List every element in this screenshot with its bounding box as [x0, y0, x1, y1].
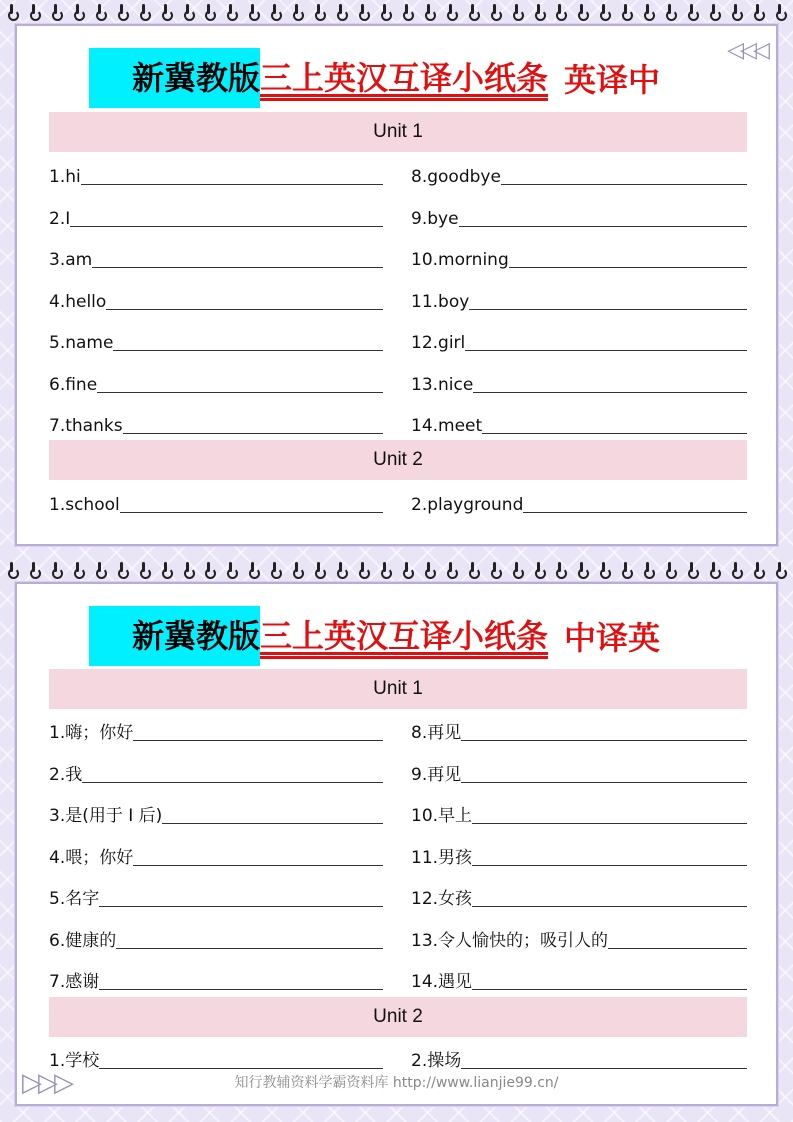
binding-ring-icon [447, 562, 456, 578]
answer-blank[interactable] [472, 988, 747, 990]
vocab-prompt: 6.fine [49, 374, 98, 395]
binding-ring-icon [403, 4, 412, 20]
binding-ring-icon [118, 562, 127, 578]
vocab-item [411, 407, 747, 437]
vocab-prompt: 1.嗨；你好 [49, 723, 134, 743]
binding-ring-icon [513, 562, 522, 578]
title-direction: 英译中 [564, 61, 661, 99]
footer-source: 知行教辅资料学霸资料库 http://www.lianjie99.cn/ [234, 1075, 559, 1091]
vocab-prompt: 13.令人愉快的；吸引人的 [411, 930, 609, 951]
binding-ring-icon [140, 562, 149, 578]
vocab-prompt: 5.名字 [49, 889, 100, 909]
vocab-item [411, 922, 747, 952]
binding-ring-icon [74, 562, 83, 578]
vocab-item [49, 241, 383, 271]
binding-ring-icon [754, 562, 763, 578]
vocab-prompt: 3.是(用于 I 后) [49, 806, 163, 826]
binding-ring-icon [162, 4, 171, 20]
binding-ring-icon [578, 4, 587, 20]
vocab-prompt: 14.遇见 [411, 972, 473, 992]
vocab-item [411, 880, 747, 910]
answer-blank[interactable] [473, 391, 747, 393]
unit-1-header: Unit 1 [49, 112, 747, 152]
unit-2-header: Unit 2 [49, 440, 747, 480]
answer-blank[interactable] [99, 988, 383, 990]
answer-blank[interactable] [133, 864, 383, 866]
binding-ring-icon [52, 562, 61, 578]
binding-ring-icon [710, 562, 719, 578]
item-row [49, 797, 747, 827]
vocab-prompt: 9.bye [411, 208, 459, 229]
answer-blank[interactable] [97, 391, 383, 393]
binding-ring-icon [688, 562, 697, 578]
vocab-item [411, 200, 747, 230]
binding-ring-icon [710, 4, 719, 20]
answer-blank[interactable] [70, 225, 383, 227]
item-row [49, 880, 747, 910]
binding-ring-icon [535, 562, 544, 578]
vocab-prompt: 11.男孩 [411, 847, 473, 868]
worksheet-title [89, 606, 660, 666]
binding-ring-icon [732, 4, 741, 20]
binding-ring-icon [227, 4, 236, 20]
binding-ring-icon [184, 562, 193, 578]
item-row [49, 714, 747, 744]
binding-ring-icon [469, 4, 478, 20]
unit-1-header: Unit 1 [49, 669, 747, 709]
vocab-prompt: 10.早上 [411, 806, 473, 826]
title-subject: 三上英汉互译小纸条 [260, 617, 549, 655]
answer-blank[interactable] [469, 308, 747, 310]
answer-blank[interactable] [461, 1067, 747, 1069]
vocab-prompt: 2.操场 [411, 1051, 462, 1071]
vocab-prompt: 12.女孩 [411, 889, 473, 909]
binding-ring-icon [666, 562, 675, 578]
binding-ring-icon [8, 562, 17, 578]
vocab-item [49, 839, 383, 869]
binding-ring-icon [644, 4, 653, 20]
vocab-prompt: 13.nice [411, 374, 474, 395]
answer-blank[interactable] [472, 905, 747, 907]
item-row [49, 283, 747, 313]
answer-blank[interactable] [81, 183, 383, 185]
binding-ring-icon [140, 4, 149, 20]
binding-ring-icon [359, 562, 368, 578]
binding-ring-icon [556, 562, 565, 578]
vocab-prompt: 4.喂；你好 [49, 847, 134, 868]
vocab-prompt: 9.再见 [411, 764, 462, 785]
binding-ring-icon [666, 4, 675, 20]
unit-2-header: Unit 2 [49, 997, 747, 1037]
binding-ring-icon [491, 562, 500, 578]
vocab-item [49, 880, 383, 910]
binding-ring-icon [600, 562, 609, 578]
binding-ring-icon [249, 4, 258, 20]
worksheet-title [89, 48, 660, 108]
worksheet-zh-to-en [15, 582, 778, 1106]
binding-ring-icon [249, 562, 258, 578]
answer-blank[interactable] [106, 308, 383, 310]
vocab-item [411, 366, 747, 396]
binding-ring-icon [118, 4, 127, 20]
answer-blank[interactable] [162, 822, 383, 824]
binding-ring-icon [52, 4, 61, 20]
item-row [49, 158, 747, 188]
vocab-item [411, 324, 747, 354]
answer-blank[interactable] [123, 432, 383, 434]
answer-blank[interactable] [509, 266, 747, 268]
vocab-item [49, 324, 383, 354]
binding-ring-icon [622, 4, 631, 20]
binding-ring-icon [205, 562, 214, 578]
item-row [49, 922, 747, 952]
title-edition: 新冀教版 [89, 48, 260, 108]
binding-ring-icon [337, 562, 346, 578]
vocab-item [411, 797, 747, 827]
binding-ring-icon [162, 562, 171, 578]
binding-ring-icon [732, 562, 741, 578]
vocab-item [49, 714, 383, 744]
answer-blank[interactable] [472, 864, 747, 866]
item-row [49, 366, 747, 396]
vocab-prompt: 8.再见 [411, 723, 462, 743]
vocab-item [49, 1042, 383, 1072]
vocab-prompt: 2.I [49, 208, 71, 229]
binding-ring-icon [776, 4, 785, 20]
binding-ring-icon [293, 4, 302, 20]
item-row [49, 963, 747, 993]
binding-ring-icon [600, 4, 609, 20]
vocab-item [49, 797, 383, 827]
binding-ring-icon [622, 562, 631, 578]
answer-blank[interactable] [120, 511, 383, 513]
vocab-item [49, 963, 383, 993]
binding-ring-icon [381, 4, 390, 20]
binding-ring-icon [776, 562, 785, 578]
vocab-prompt: 8.goodbye [411, 167, 501, 187]
item-row [49, 486, 747, 516]
binding-ring-icon [184, 4, 193, 20]
item-row [49, 324, 747, 354]
vocab-item [411, 714, 747, 744]
worksheet-en-to-zh [15, 24, 778, 546]
binding-ring-icon [754, 4, 763, 20]
answer-blank[interactable] [501, 183, 747, 185]
item-row [49, 839, 747, 869]
vocab-item [411, 963, 747, 993]
vocab-item [49, 407, 383, 437]
binding-ring-icon [96, 4, 105, 20]
vocab-item [49, 283, 383, 313]
vocab-prompt: 1.学校 [49, 1051, 100, 1071]
binding-ring-icon [96, 562, 105, 578]
vocab-item [49, 158, 383, 188]
binding-ring-icon [578, 562, 587, 578]
answer-blank[interactable] [133, 739, 383, 741]
binding-ring-icon [556, 4, 565, 20]
binding-ring-icon [293, 562, 302, 578]
vocab-prompt: 2.我 [49, 764, 83, 785]
vocab-prompt: 1.hi [49, 167, 81, 187]
left-triple-arrow-icon: ◁◁◁ [727, 38, 766, 63]
vocab-prompt: 3.am [49, 250, 93, 270]
vocab-prompt: 7.thanks [49, 416, 123, 436]
vocab-prompt: 2.playground [411, 495, 524, 515]
vocab-item [49, 366, 383, 396]
title-direction: 中译英 [564, 619, 661, 657]
vocab-item [411, 1042, 747, 1072]
vocab-item [49, 756, 383, 786]
vocab-item [49, 486, 383, 516]
answer-blank[interactable] [523, 511, 747, 513]
binding-ring-icon [8, 4, 17, 20]
vocab-prompt: 4.hello [49, 291, 107, 312]
answer-blank[interactable] [461, 781, 747, 783]
vocab-item [49, 200, 383, 230]
binding-ring-icon [315, 4, 324, 20]
vocab-item [49, 922, 383, 952]
item-row [49, 200, 747, 230]
answer-blank[interactable] [482, 432, 747, 434]
binding-ring-icon [535, 4, 544, 20]
binding-ring-icon [644, 562, 653, 578]
answer-blank[interactable] [465, 349, 747, 351]
binding-ring-icon [491, 4, 500, 20]
answer-blank[interactable] [82, 781, 383, 783]
vocab-item [411, 756, 747, 786]
answer-blank[interactable] [99, 1067, 383, 1069]
binding-ring-icon [271, 4, 280, 20]
binding-ring-icon [30, 562, 39, 578]
item-row [49, 756, 747, 786]
item-row [49, 1042, 747, 1072]
binding-ring-icon [74, 4, 83, 20]
vocab-item [411, 283, 747, 313]
title-edition: 新冀教版 [89, 606, 260, 666]
binding-ring-icon [403, 562, 412, 578]
answer-blank[interactable] [608, 947, 747, 949]
title-subject: 三上英汉互译小纸条 [260, 59, 549, 97]
binding-ring-icon [227, 562, 236, 578]
vocab-prompt: 7.感谢 [49, 972, 100, 992]
binding-ring-icon [30, 4, 39, 20]
vocab-prompt: 12.girl [411, 333, 466, 353]
binding-ring-icon [337, 4, 346, 20]
answer-blank[interactable] [116, 947, 383, 949]
binding-ring-icon [469, 562, 478, 578]
binding-ring-icon [381, 562, 390, 578]
vocab-prompt: 6.健康的 [49, 930, 117, 951]
binding-ring-icon [688, 4, 697, 20]
answer-blank[interactable] [461, 739, 747, 741]
item-row [49, 407, 747, 437]
binding-ring-icon [425, 562, 434, 578]
answer-blank[interactable] [472, 822, 747, 824]
vocab-item [411, 158, 747, 188]
answer-blank[interactable] [92, 266, 383, 268]
answer-blank[interactable] [113, 349, 383, 351]
right-triple-arrow-icon: ▷▷▷ [22, 1068, 70, 1098]
vocab-prompt: 11.boy [411, 291, 470, 312]
vocab-item [411, 839, 747, 869]
vocab-prompt: 1.school [49, 495, 120, 515]
binding-ring-icon [447, 4, 456, 20]
binding-ring-icon [315, 562, 324, 578]
binding-ring-icon [513, 4, 522, 20]
answer-blank[interactable] [99, 905, 383, 907]
binding-ring-icon [271, 562, 280, 578]
binding-ring-icon [205, 4, 214, 20]
binding-ring-icon [425, 4, 434, 20]
vocab-prompt: 14.meet [411, 416, 483, 436]
item-row [49, 241, 747, 271]
vocab-item [411, 241, 747, 271]
answer-blank[interactable] [459, 225, 747, 227]
vocab-item [411, 486, 747, 516]
vocab-prompt: 10.morning [411, 250, 509, 270]
vocab-prompt: 5.name [49, 333, 114, 353]
binding-ring-icon [359, 4, 368, 20]
